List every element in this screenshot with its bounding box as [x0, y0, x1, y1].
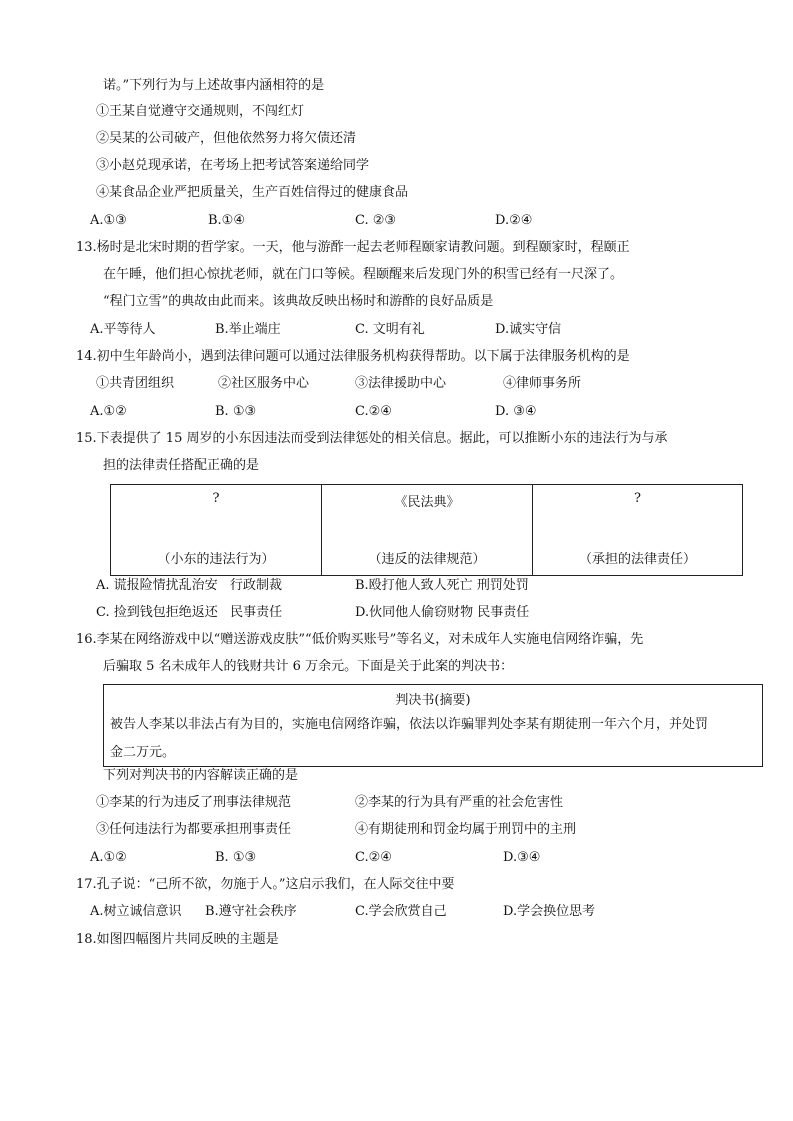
q14-item-3: ③法律援助中心: [355, 376, 447, 391]
q16-verdict-box: [103, 684, 763, 767]
q14-stem: 14.初中生年龄尚小，遇到法律问题可以通过法律服务机构获得帮助。以下属于法律服务机构的是: [76, 349, 630, 364]
table-cell-law-name: 《民法典》: [394, 495, 460, 510]
q13-stem-line-3: “程门立雪”的典故由此而来。该典故反映出杨时和游酢的良好品质是: [103, 294, 494, 309]
verdict-title: 判决书(摘要): [395, 693, 471, 708]
q16-item-2: ②李某的行为具有严重的社会危害性: [355, 795, 564, 810]
q15-option-d: D.伙同他人偷窃财物 民事责任: [355, 605, 530, 620]
q12-option-a: A.①③: [90, 213, 127, 228]
q12-stem-continuation: 诺。”下列行为与上述故事内涵相符的是: [103, 78, 325, 93]
q13-option-a: A.平等待人: [90, 322, 156, 337]
q13-stem-line-1: 13.杨时是北宋时期的哲学家。一天，他与游酢一起去老师程颐家请教问题。到程颐家时，程颐正: [76, 240, 630, 255]
q13-option-b: B.举止端庄: [215, 322, 281, 337]
q13-stem-line-2: 在午睡，他们担心惊扰老师，就在门口等候。程颐醒来后发现门外的积雪已经有一尺深了。: [103, 267, 624, 282]
q12-item-4: ④某食品企业严把质量关，生产百姓信得过的健康食品: [96, 185, 409, 200]
table-cell-unknown-mark: ?: [634, 491, 641, 506]
q16-option-a: A.①②: [90, 850, 127, 865]
q16-item-1: ①李某的行为违反了刑事法律规范: [96, 795, 292, 810]
q16-option-b: B. ①③: [215, 850, 257, 865]
q17-option-d: D.学会换位思考: [503, 904, 596, 919]
verdict-text-line-2: 金二万元。: [110, 745, 176, 760]
q17-stem: 17.孔子说：“己所不欲，勿施于人。”这启示我们，在人际交往中要: [76, 877, 455, 892]
q16-prompt: 下列对判决书的内容解读正确的是: [103, 768, 299, 783]
q13-option-d: D.诚实守信: [495, 322, 562, 337]
q15-option-c: C. 捡到钱包拒绝返还 民事责任: [96, 605, 283, 620]
q12-item-1: ①王某自觉遵守交通规则，不闯红灯: [96, 104, 305, 119]
q12-item-2: ②吴某的公司破产，但他依然努力将欠债还清: [96, 131, 357, 146]
q16-option-c: C.②④: [355, 850, 392, 865]
q13-option-c: C. 文明有礼: [355, 322, 425, 337]
q17-option-b: B.遵守社会秩序: [205, 904, 297, 919]
q15-info-table: [110, 484, 743, 576]
q14-option-a: A.①②: [90, 404, 127, 419]
q15-stem-line-2: 担的法律责任搭配正确的是: [103, 458, 260, 473]
q15-option-b: B.殴打他人致人死亡 刑罚处罚: [355, 578, 529, 593]
q12-item-3: ③小赵兑现承诺，在考场上把考试答案递给同学: [96, 158, 370, 173]
q16-stem-line-1: 16.李某在网络游戏中以“赠送游戏皮肤”“低价购买账号”等名义，对未成年人实施电信网络诈骗，先: [76, 632, 644, 647]
q14-option-b: B. ①③: [215, 404, 257, 419]
q14-item-2: ②社区服务中心: [218, 376, 310, 391]
q12-option-b: B.①④: [208, 213, 245, 228]
q15-option-a: A. 谎报险情扰乱治安 行政制裁: [96, 578, 283, 593]
q15-stem-line-1: 15.下表提供了 15 周岁的小东因违法而受到法律惩处的相关信息。据此，可以推断小东的违法行为与承: [76, 431, 668, 446]
q16-option-d: D.③④: [503, 850, 541, 865]
q14-option-c: C.②④: [355, 404, 392, 419]
table-cell-violation: [111, 485, 321, 575]
q16-item-4: ④有期徒刑和罚金均属于刑罚中的主刑: [355, 822, 577, 837]
table-cell-caption: （小东的违法行为）: [157, 552, 275, 567]
q16-item-3: ③任何违法行为都要承担刑事责任: [96, 822, 292, 837]
q17-option-c: C.学会欣赏自己: [355, 904, 447, 919]
verdict-text-line-1: 被告人李某以非法占有为目的，实施电信网络诈骗，依法以诈骗罪判处李某有期徒刑一年六个月，并处罚: [110, 717, 709, 732]
table-cell-law: [321, 485, 532, 575]
q12-option-d: D.②④: [495, 213, 533, 228]
table-cell-unknown-mark: ?: [212, 491, 220, 506]
table-cell-liability: [532, 485, 742, 575]
q14-item-1: ①共青团组织: [96, 376, 175, 391]
table-cell-caption: （承担的法律责任）: [578, 552, 696, 567]
q14-option-d: D. ③④: [495, 404, 537, 419]
q17-option-a: A.树立诚信意识: [90, 904, 182, 919]
table-cell-caption: （违反的法律规范）: [368, 552, 486, 567]
q16-stem-line-2: 后骗取 5 名未成年人的钱财共计 6 万余元。下面是关于此案的判决书：: [103, 659, 514, 674]
q14-item-4: ④律师事务所: [503, 376, 582, 391]
q12-option-c: C. ②③: [355, 213, 397, 228]
q18-stem: 18.如图四幅图片共同反映的主题是: [76, 932, 279, 947]
